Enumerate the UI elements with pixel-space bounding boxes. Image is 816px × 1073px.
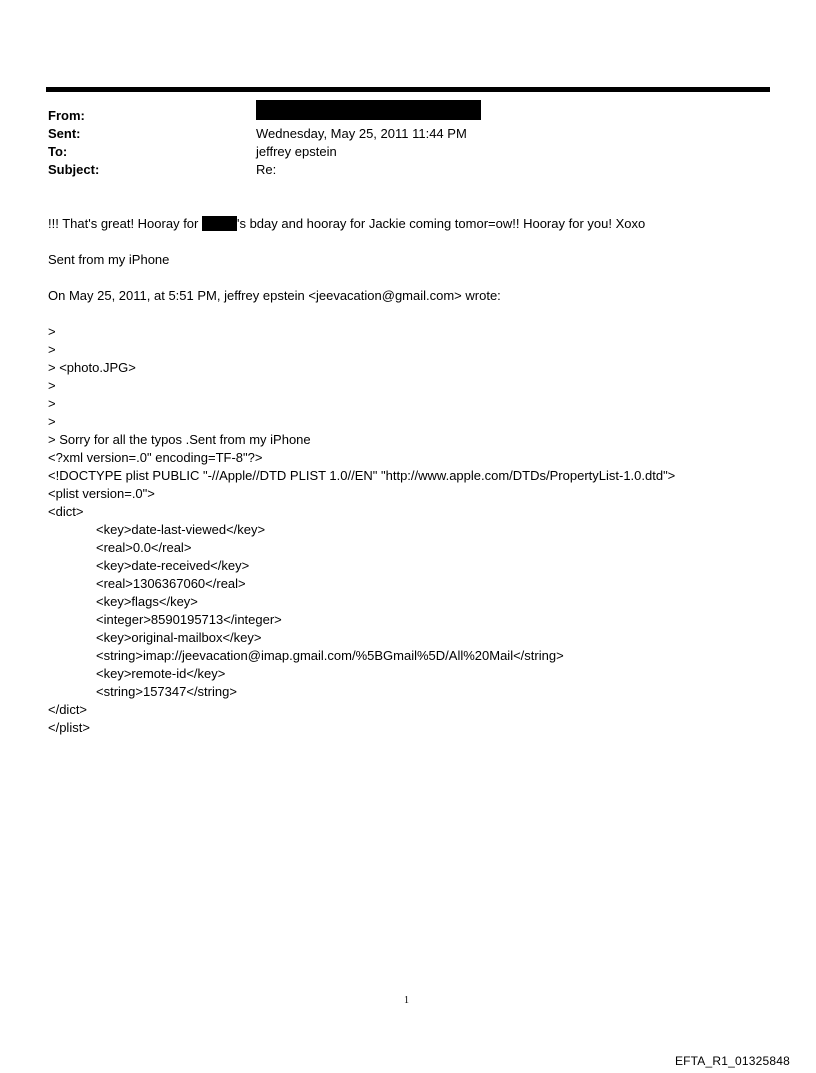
subject-value: Re: [256,162,277,177]
to-label: To: [48,144,68,159]
redaction-block [202,216,237,231]
quote-intro: On May 25, 2011, at 5:51 PM, jeffrey epstein <jeevacation@gmail.com> wrote: [48,288,501,303]
quoted-line: > Sorry for all the typos .Sent from my iPhone [48,432,311,447]
dict-line: <string>157347</string> [96,684,237,699]
dict-line: <key>remote-id</key> [96,666,226,681]
sent-label: Sent: [48,126,81,141]
message-post: 's bday and hooray for Jackie coming tomor=ow!! Hooray for you! Xoxo [236,216,646,231]
redaction-block [256,100,481,120]
quoted-line: > [48,414,56,429]
xml-line: <dict> [48,504,84,519]
message-text [48,215,645,233]
from-value-redacted [256,100,481,122]
dict-line: <key>date-received</key> [96,558,250,573]
xml-line: <?xml version=.0" encoding=TF-8"?> [48,450,263,465]
dict-line: <key>date-last-viewed</key> [96,522,266,537]
dict-line: <integer>8590195713</integer> [96,612,282,627]
xml-line: <!DOCTYPE plist PUBLIC "-//Apple//DTD PLIST 1.0//EN" "http://www.apple.com/DTDs/PropertyList-1.0.dtd"> [48,468,676,483]
xml-line: </plist> [48,720,90,735]
message-pre: !!! That's great! Hooray for [48,216,202,231]
page-number: 1 [404,995,409,1006]
dict-line: <string>imap://jeevacation@imap.gmail.com/%5BGmail%5D/All%20Mail</string> [96,648,564,663]
quoted-line: > [48,324,56,339]
dict-line: <real>1306367060</real> [96,576,246,591]
quoted-line: > <photo.JPG> [48,360,136,375]
sent-value: Wednesday, May 25, 2011 11:44 PM [256,126,467,141]
document-id: EFTA_R1_01325848 [674,1054,790,1068]
from-label: From: [48,108,85,123]
dict-line: <key>original-mailbox</key> [96,630,262,645]
signature: Sent from my iPhone [48,252,170,267]
quoted-line: > [48,378,56,393]
quoted-line: > [48,342,56,357]
header-rule [46,87,770,92]
quoted-line: > [48,396,56,411]
to-value: jeffrey epstein [256,144,337,159]
subject-label: Subject: [48,162,100,177]
xml-line: <plist version=.0"> [48,486,155,501]
dict-line: <real>0.0</real> [96,540,192,555]
xml-line: </dict> [48,702,88,717]
dict-line: <key>flags</key> [96,594,198,609]
